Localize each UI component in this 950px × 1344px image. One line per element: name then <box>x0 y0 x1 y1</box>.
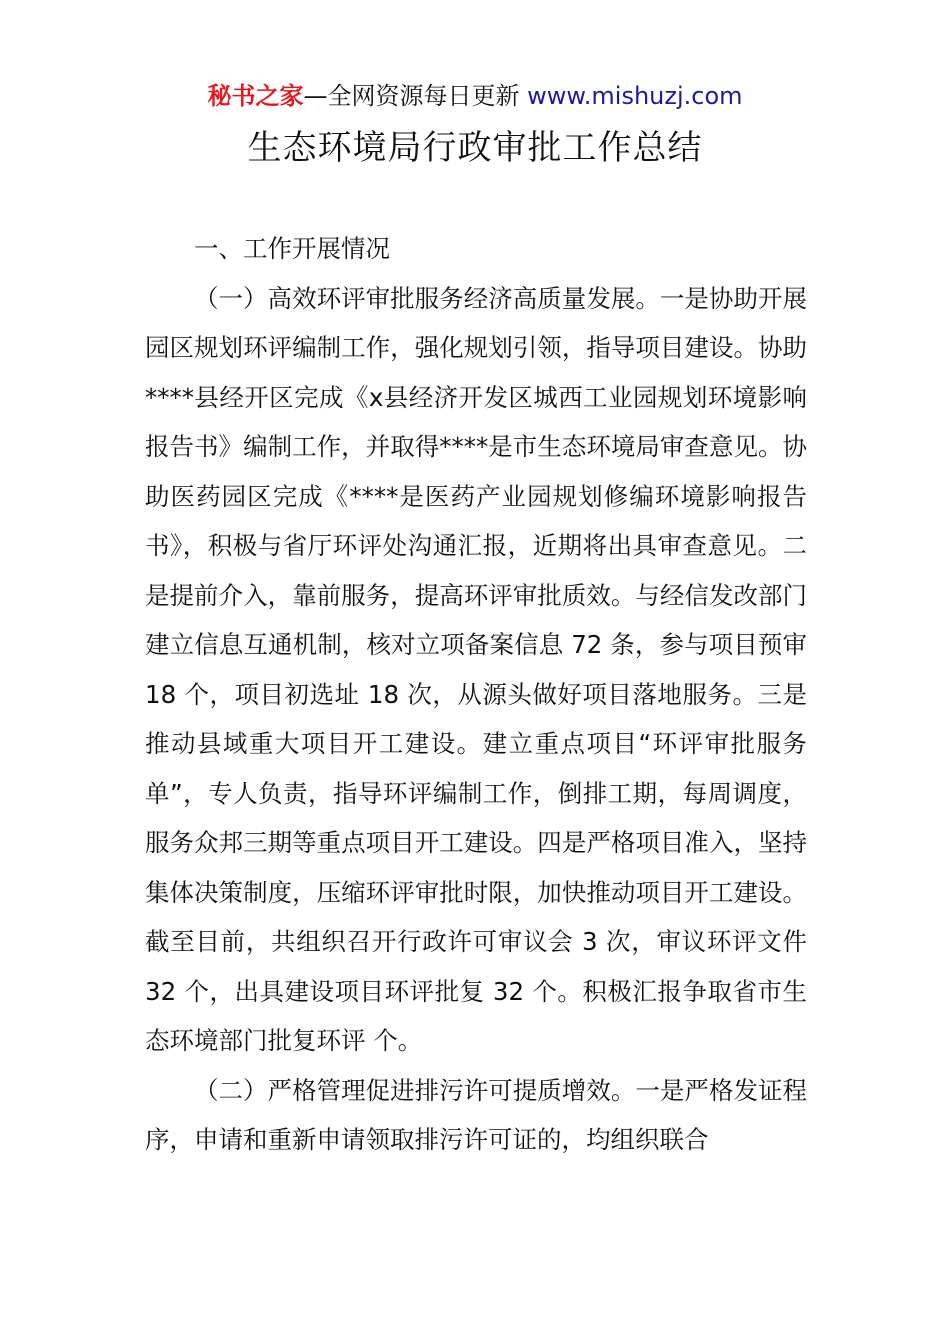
paragraph: （一）高效环评审批服务经济高质量发展。一是协助开展园区规划环评编制工作，强化规划引领，指导项目建设。协助****县经开区完成《x县经济开发区城西工业园规划环境影响报告书》编制工作，并取得****是市生态环境局审查意见。协助医药园区完成《****是医药产业园规划修编环境影响报告书》，积极与省厅环评处沟通汇报，近期将出具审查意见。二是提前介入，靠前服务，提高环评审批质效。与经信发改部门建立信息互通机制，核对立项备案信息 72 条，参与项目预审 18 个，项目初选址 18 次，从源头做好项目落地服务。三是推动县域重大项目开工建设。建立重点项目“环评审批服务单”，专人负责，指导环评编制工作，倒排工期，每周调度，服务众邦三期等重点项目开工建设。四是严格项目准入，坚持集体决策制度，压缩环评审批时限，加快推动项目开工建设。截至目前，共组织召开行政许可审议会 3 次，审议环评文件 32 个，出具建设项目环评批复 32 个。积极汇报争取省市生态环境部门批复环评 个。 <box>145 283 807 1055</box>
site-header <box>0 80 950 112</box>
site-slogan: —全网资源每日更新 <box>303 82 528 110</box>
document-title: 生态环境局行政审批工作总结 <box>247 128 703 168</box>
paragraph: （二）严格管理促进排污许可提质增效。一是严格发证程序，申请和重新申请领取排污许可证的，均组织联合 <box>145 1075 807 1154</box>
section-heading: 一、工作开展情况 <box>194 234 390 263</box>
site-brand: 秘书之家 <box>207 82 304 110</box>
site-url-link[interactable]: www.mishuzj.com <box>527 82 743 110</box>
document-body <box>145 224 807 1165</box>
